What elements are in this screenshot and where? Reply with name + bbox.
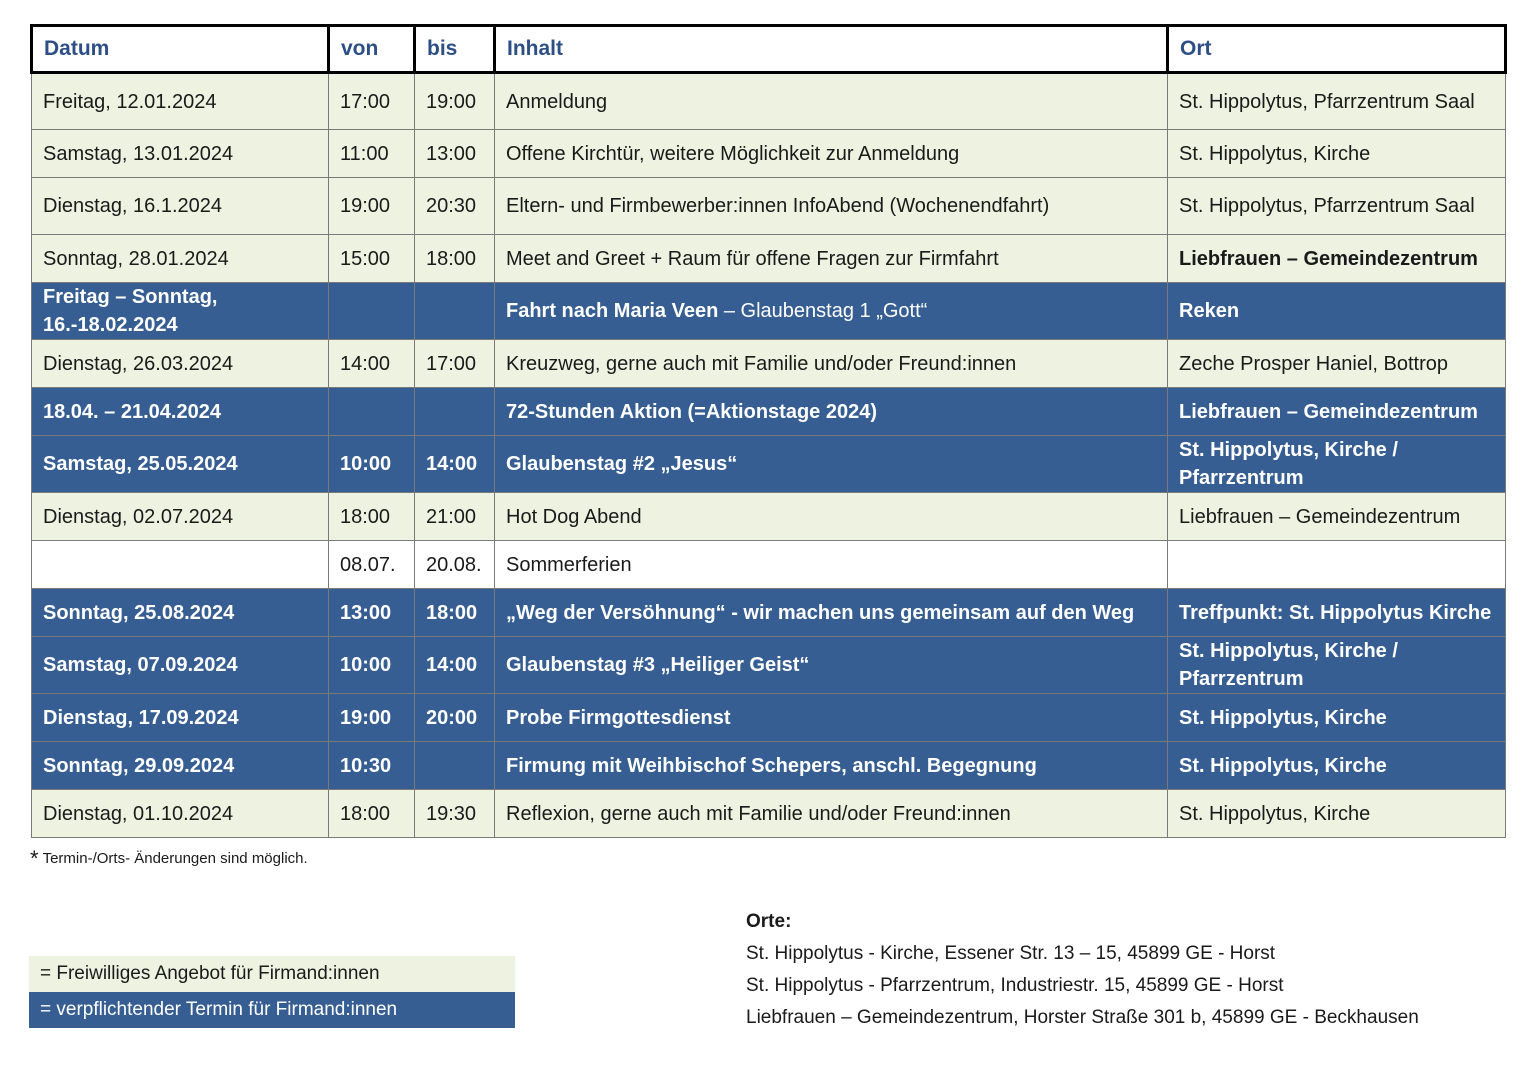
cell-inhalt: Kreuzweg, gerne auch mit Familie und/oder Freund:innen — [495, 340, 1168, 388]
cell-datum: Sonntag, 28.01.2024 — [32, 235, 329, 283]
header-von: von — [329, 26, 415, 73]
cell-bis: 13:00 — [415, 130, 495, 178]
cell-von: 10:30 — [329, 742, 415, 790]
cell-bis: 20.08. — [415, 541, 495, 589]
table-header-row — [32, 26, 1506, 73]
cell-bis: 19:30 — [415, 790, 495, 838]
table-row — [32, 436, 1506, 493]
cell-von: 08.07. — [329, 541, 415, 589]
cell-datum: Dienstag, 26.03.2024 — [32, 340, 329, 388]
cell-ort: Treffpunkt: St. Hippolytus Kirche — [1168, 589, 1506, 637]
cell-ort: St. Hippolytus, Kirche — [1168, 694, 1506, 742]
cell-inhalt: Offene Kirchtür, weitere Möglichkeit zur Anmeldung — [495, 130, 1168, 178]
table-row — [32, 283, 1506, 340]
footnote — [30, 846, 308, 872]
cell-bis — [415, 388, 495, 436]
cell-ort: Reken — [1168, 283, 1506, 340]
table-row — [32, 637, 1506, 694]
cell-ort: St. Hippolytus, Pfarrzentrum Saal — [1168, 178, 1506, 235]
cell-inhalt: Reflexion, gerne auch mit Familie und/oder Freund:innen — [495, 790, 1168, 838]
cell-datum: Dienstag, 02.07.2024 — [32, 493, 329, 541]
cell-von: 11:00 — [329, 130, 415, 178]
cell-inhalt: Meet and Greet + Raum für offene Fragen zur Firmfahrt — [495, 235, 1168, 283]
cell-von: 18:00 — [329, 493, 415, 541]
cell-von: 19:00 — [329, 694, 415, 742]
table-row — [32, 589, 1506, 637]
cell-inhalt: Hot Dog Abend — [495, 493, 1168, 541]
cell-bis: 17:00 — [415, 340, 495, 388]
cell-von: 10:00 — [329, 637, 415, 694]
header-ort: Ort — [1168, 26, 1506, 73]
legend-required: = verpflichtender Termin für Firmand:innen — [29, 992, 515, 1028]
cell-ort: Zeche Prosper Haniel, Bottrop — [1168, 340, 1506, 388]
header-inhalt: Inhalt — [495, 26, 1168, 73]
cell-bis: 20:00 — [415, 694, 495, 742]
cell-datum: Dienstag, 01.10.2024 — [32, 790, 329, 838]
cell-datum: Sonntag, 29.09.2024 — [32, 742, 329, 790]
cell-von: 18:00 — [329, 790, 415, 838]
cell-von: 19:00 — [329, 178, 415, 235]
footnote-text: Termin-/Orts- Änderungen sind möglich. — [42, 850, 308, 867]
cell-ort: Liebfrauen – Gemeindezentrum — [1168, 235, 1506, 283]
cell-datum: Freitag – Sonntag, 16.-18.02.2024 — [32, 283, 329, 340]
cell-ort: St. Hippolytus, Kirche — [1168, 742, 1506, 790]
cell-datum: Samstag, 07.09.2024 — [32, 637, 329, 694]
cell-von: 15:00 — [329, 235, 415, 283]
cell-bis: 14:00 — [415, 436, 495, 493]
table-row — [32, 235, 1506, 283]
cell-inhalt: „Weg der Versöhnung“ - wir machen uns gemeinsam auf den Weg — [495, 589, 1168, 637]
cell-ort: Liebfrauen – Gemeindezentrum — [1168, 493, 1506, 541]
cell-datum — [32, 541, 329, 589]
cell-ort: St. Hippolytus, Kirche / Pfarrzentrum — [1168, 436, 1506, 493]
cell-datum: Samstag, 25.05.2024 — [32, 436, 329, 493]
cell-bis: 14:00 — [415, 637, 495, 694]
cell-bis: 18:00 — [415, 235, 495, 283]
table-row — [32, 790, 1506, 838]
table-row — [32, 73, 1506, 130]
table-row — [32, 178, 1506, 235]
cell-inhalt: Glaubenstag #3 „Heiliger Geist“ — [495, 637, 1168, 694]
table-row — [32, 130, 1506, 178]
place-item: Liebfrauen – Gemeindezentrum, Horster Straße 301 b, 45899 GE - Beckhausen — [746, 1007, 1419, 1028]
table-row — [32, 493, 1506, 541]
cell-ort: St. Hippolytus, Pfarrzentrum Saal — [1168, 73, 1506, 130]
places-title: Orte: — [746, 911, 792, 932]
cell-von: 14:00 — [329, 340, 415, 388]
cell-bis: 21:00 — [415, 493, 495, 541]
table-row — [32, 388, 1506, 436]
cell-datum: Dienstag, 17.09.2024 — [32, 694, 329, 742]
legend — [29, 956, 515, 1028]
cell-datum: Samstag, 13.01.2024 — [32, 130, 329, 178]
cell-inhalt: 72-Stunden Aktion (=Aktionstage 2024) — [495, 388, 1168, 436]
inhalt-text: – Glaubenstag 1 „Gott“ — [718, 300, 928, 322]
place-item: St. Hippolytus - Kirche, Essener Str. 13 – 15, 45899 GE - Horst — [746, 943, 1276, 964]
cell-datum: 18.04. – 21.04.2024 — [32, 388, 329, 436]
cell-bis: 20:30 — [415, 178, 495, 235]
places-list — [746, 906, 1419, 1034]
cell-von: 10:00 — [329, 436, 415, 493]
cell-von — [329, 283, 415, 340]
cell-datum: Freitag, 12.01.2024 — [32, 73, 329, 130]
cell-ort — [1168, 541, 1506, 589]
cell-ort: St. Hippolytus, Kirche / Pfarrzentrum — [1168, 637, 1506, 694]
cell-inhalt: Probe Firmgottesdienst — [495, 694, 1168, 742]
cell-datum: Sonntag, 25.08.2024 — [32, 589, 329, 637]
cell-inhalt: Eltern- und Firmbewerber:innen InfoAbend (Wochenendfahrt) — [495, 178, 1168, 235]
cell-inhalt: Sommerferien — [495, 541, 1168, 589]
cell-ort: St. Hippolytus, Kirche — [1168, 790, 1506, 838]
cell-ort: Liebfrauen – Gemeindezentrum — [1168, 388, 1506, 436]
table-body — [32, 73, 1506, 838]
asterisk: * — [30, 846, 39, 871]
table-row — [32, 694, 1506, 742]
table-row — [32, 742, 1506, 790]
cell-bis — [415, 283, 495, 340]
cell-inhalt — [495, 283, 1168, 340]
table-row — [32, 541, 1506, 589]
cell-ort: St. Hippolytus, Kirche — [1168, 130, 1506, 178]
inhalt-bold-text: Fahrt nach Maria Veen — [506, 300, 719, 322]
cell-von — [329, 388, 415, 436]
cell-bis: 18:00 — [415, 589, 495, 637]
header-datum: Datum — [32, 26, 329, 73]
place-item: St. Hippolytus - Pfarrzentrum, Industriestr. 15, 45899 GE - Horst — [746, 975, 1284, 996]
cell-inhalt: Firmung mit Weihbischof Schepers, anschl. Begegnung — [495, 742, 1168, 790]
cell-bis: 19:00 — [415, 73, 495, 130]
header-bis: bis — [415, 26, 495, 73]
legend-optional: = Freiwilliges Angebot für Firmand:innen — [29, 956, 515, 992]
cell-inhalt: Anmeldung — [495, 73, 1168, 130]
cell-bis — [415, 742, 495, 790]
cell-datum: Dienstag, 16.1.2024 — [32, 178, 329, 235]
cell-von: 17:00 — [329, 73, 415, 130]
cell-inhalt: Glaubenstag #2 „Jesus“ — [495, 436, 1168, 493]
table-row — [32, 340, 1506, 388]
schedule-table — [30, 24, 1507, 838]
cell-von: 13:00 — [329, 589, 415, 637]
